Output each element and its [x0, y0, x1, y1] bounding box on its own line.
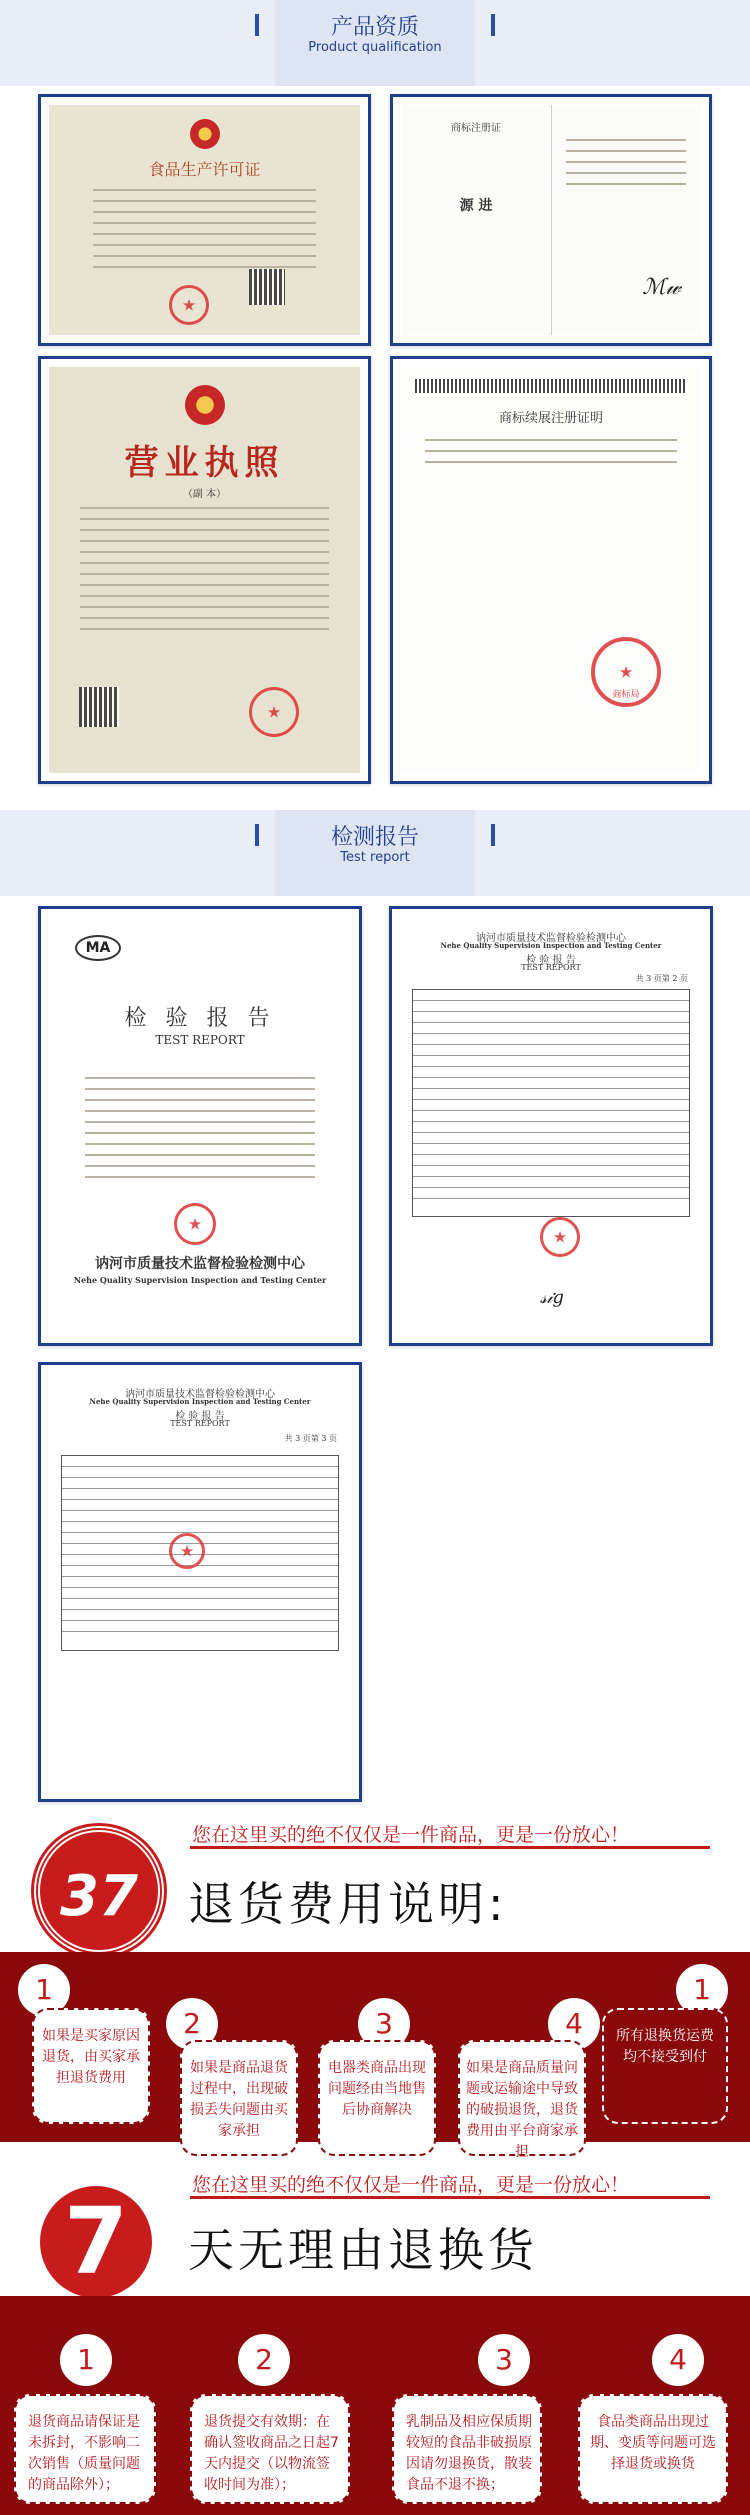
- seven-day-item-2: 退货提交有效期：在确认签收商品之日起7天内提交（以物流签收时间为准）；: [190, 2394, 350, 2504]
- seven-day-num-3: 3: [476, 2332, 532, 2388]
- return-fee-item-5: 所有退换货运费均不接受到付: [602, 2008, 728, 2124]
- report2-table: [412, 989, 690, 1217]
- return-fee-slogan: 您在这里买的绝不仅仅是一件商品，更是一份放心！: [192, 1824, 630, 1846]
- report1-org-en: Nehe Quality Supervision Inspection and Testing Center: [73, 1275, 327, 1285]
- signature-icon: ℳ𝓌: [642, 275, 681, 300]
- seven-day-num-2: 2: [236, 2332, 292, 2388]
- food-license-lines: [93, 189, 317, 277]
- seven-digit: 7: [40, 2186, 152, 2298]
- renewal-stamp-text: 商标局: [612, 690, 640, 700]
- report3-org-en: Nehe Quality Supervision Inspection and Testing Center: [89, 1397, 311, 1406]
- trademark-name: 源 进: [459, 198, 493, 214]
- return-fee-item-1: 如果是买家原因退货，由买家承担退货费用: [32, 2008, 150, 2124]
- return-fee-num-3: 3: [356, 1996, 412, 2052]
- fold-line: [551, 105, 552, 335]
- trademark-title: 商标注册证: [451, 123, 501, 134]
- business-license-card[interactable]: [38, 356, 371, 784]
- red-seal-icon: [174, 1203, 216, 1245]
- report3-doc: [49, 1373, 351, 1791]
- qr-code-icon: [79, 687, 119, 727]
- report2-title: 检 验 报 告: [526, 955, 576, 966]
- trademark-renewal-card[interactable]: [390, 356, 712, 784]
- qualification-title: 产品资质: [330, 15, 419, 40]
- seven-day-item-1: 退货商品请保证是未拆封，不影响二次销售（质量问题的商品除外）；: [14, 2394, 156, 2504]
- seven-day-slogan: 您在这里买的绝不仅仅是一件商品，更是一份放心！: [192, 2174, 630, 2196]
- slogan-underline: [190, 1846, 710, 1849]
- red-seal-icon: [249, 687, 299, 737]
- seven-day-num-4: 4: [650, 2332, 706, 2388]
- return-fee-num-2: 2: [164, 1996, 220, 2052]
- qr-code-icon: [249, 269, 285, 305]
- testing-title: 检测报告: [330, 825, 419, 850]
- test-report-cover-card[interactable]: [38, 906, 362, 1346]
- seven-day-item-4: 食品类商品出现过期、变质等问题可选择退货或换货: [578, 2394, 728, 2504]
- return-fee-title: 退货费用说明:: [188, 1877, 508, 1931]
- trademark-lines: [566, 139, 686, 194]
- report2-org-en: Nehe Quality Supervision Inspection and Testing Center: [440, 941, 662, 950]
- return-fee-num-4: 4: [546, 1996, 602, 2052]
- return-fee-item-4: 如果是商品质量问题或运输途中导致的破损退货，退货费用由平台商家承担: [458, 2040, 586, 2156]
- testing-header: [0, 810, 750, 896]
- testing-subtitle: Test report: [340, 850, 410, 865]
- test-report-page3-card[interactable]: [38, 1362, 362, 1802]
- business-license-sub: （副 本）: [182, 489, 227, 500]
- test-report-page2-card[interactable]: [389, 906, 713, 1346]
- renewal-doc: [401, 367, 701, 773]
- food-license-doc: [49, 105, 360, 335]
- seven-day-item-3: 乳制品及相应保质期较短的食品非破损原因请勿退换货，散装食品不退不换；: [392, 2394, 542, 2504]
- trademark-card[interactable]: [390, 94, 712, 346]
- business-license-lines: [80, 507, 329, 639]
- report1-title: 检 验 报 告: [124, 1006, 276, 1031]
- seven-day-num-1: 1: [58, 2332, 114, 2388]
- return-fee-num-5: 1: [674, 1962, 730, 2018]
- return-fee-num-1: 1: [16, 1962, 72, 2018]
- food-license-title: 食品生产许可证: [148, 160, 261, 179]
- slogan-underline: [190, 2196, 710, 2199]
- renewal-title: 商标续展注册证明: [498, 411, 603, 426]
- report1-lines: [85, 1077, 315, 1187]
- business-license-title: 营业执照: [124, 443, 285, 483]
- qualification-header: [0, 0, 750, 86]
- report3-title: 检 验 报 告: [175, 1411, 225, 1422]
- red-seal-icon: [169, 285, 209, 325]
- business-license-doc: [49, 367, 360, 773]
- report2-page: 共 3 页第 2 页: [635, 974, 688, 983]
- trademark-doc: [401, 105, 701, 335]
- seven-day-title: 天无理由退换货: [188, 2223, 538, 2277]
- report1-en: TEST REPORT: [155, 1033, 245, 1047]
- national-emblem-icon: [190, 119, 220, 149]
- report2-en: TEST REPORT: [521, 963, 581, 972]
- red-seal-icon: [169, 1533, 205, 1569]
- return-fee-item-2: 如果是商品退货过程中，出现破损丢失问题由买家承担: [180, 2040, 298, 2156]
- signature-icon: 𝓈𝒾𝑔: [540, 1287, 564, 1308]
- report2-doc: [400, 917, 702, 1335]
- report3-org: 讷河市质量技术监督检验检测中心: [125, 1389, 275, 1400]
- cma-mark: MA: [75, 935, 121, 961]
- report2-org: 讷河市质量技术监督检验检测中心: [476, 933, 626, 944]
- red-seal-icon: [540, 1217, 580, 1257]
- report1-doc: [49, 917, 351, 1335]
- report1-org: 讷河市质量技术监督检验检测中心: [95, 1256, 305, 1272]
- renewal-lines: [425, 439, 677, 472]
- food-license-card[interactable]: [38, 94, 371, 346]
- report3-page: 共 3 页第 3 页: [284, 1434, 337, 1443]
- brand-logo-37: 37: [34, 1826, 164, 1956]
- report3-en: TEST REPORT: [170, 1419, 230, 1428]
- national-emblem-icon: [185, 385, 225, 425]
- qualification-subtitle: Product qualification: [308, 40, 442, 55]
- barcode-icon: [415, 379, 687, 393]
- return-fee-item-3: 电器类商品出现问题经由当地售后协商解决: [318, 2040, 436, 2156]
